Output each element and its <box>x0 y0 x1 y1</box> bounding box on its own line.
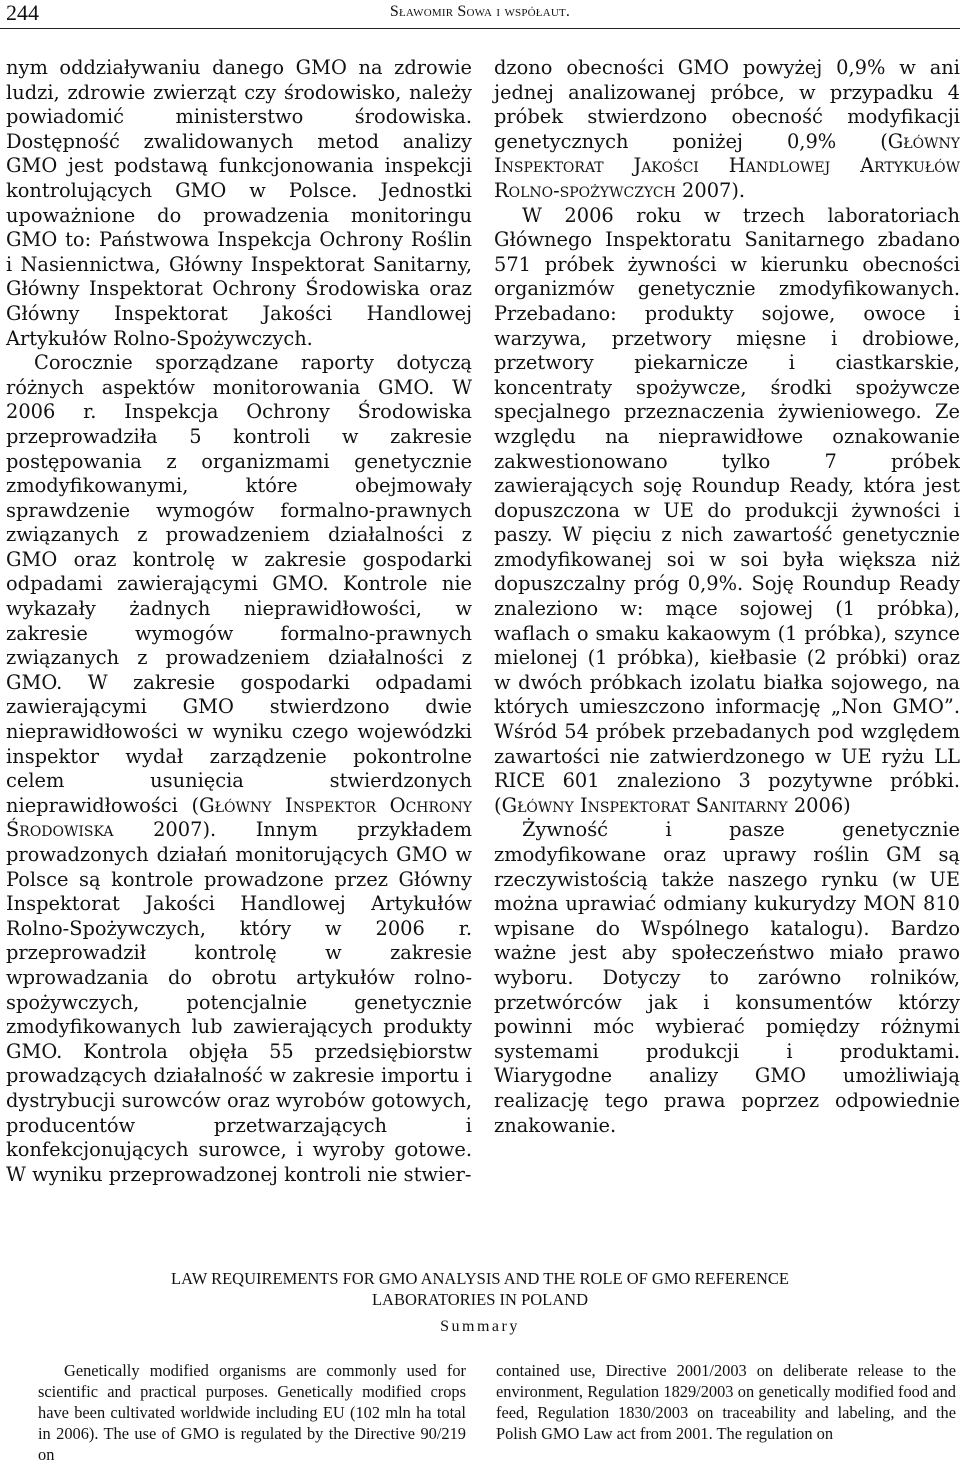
summary-heading: Summary <box>440 1318 520 1335</box>
left-paragraph-2-text-a: Corocznie sporządzane raporty dotyczą różnych aspektów monitorowania GMO. W 2006 r. Inspekcja Ochrony Środowiska przeprowadziła 5 kontroli w zakresie postępowania z organizmami genetycznie zmodyfikowanymi, które obejmowały sprawdzenie wymogów formalno-prawnych związanych z prowadzeniem działalności z GMO oraz kontrolę w zakresie gospodarki odpadami zawierającymi GMO. Kontrole nie wykazały żadnych nieprawidłowości, w zakresie wymogów formalno-prawnych związanych z prowadzeniem działalności z GMO. W zakresie gospodarki odpadami zawierającymi GMO stwierdzono dwie nieprawidłowości w wyniku czego wojewódzki inspektor wydał zarządzenie pokontrolne celem usunięcia stwierdzonych nieprawidłowości ( <box>6 351 472 817</box>
right-paragraph-3: Żywność i pasze genetycznie zmodyfikowane oraz uprawy roślin GM są rzeczywistością także naszego rynku (w UE można uprawiać odmiany kukurydzy MON 810 wpisane do Wspólnego katalogu). Bardzo ważne jest aby społeczeństwo miało prawo wyboru. Dotyczy to zarówno rolników, przetwórców jak i konsumentów którzy powinni móc wybierać pomiędzy różnymi systemami produkcji i produktami. Wiarygodne analizy GMO umożliwiają realizację tego prawa poprzez odpowiednie znakowanie. <box>494 818 960 1137</box>
summary-title-line-1: LAW REQUIREMENTS FOR GMO ANALYSIS AND THE ROLE OF GMO REFERENCE <box>171 1269 789 1288</box>
citation-gis: Główny Inspektorat Sanitarny <box>501 793 788 817</box>
summary-right-text: contained use, Directive 2001/2003 on deliberate release to the environment, Regulation 1829/2003 on genetically modified food and feed, Regulation 1830/2003 on traceability and labeling, and the Polish GMO Law act from 2001. The regulation on <box>496 1361 956 1443</box>
left-paragraph-2-text-b: 2007). Innym przykładem prowadzonych działań monitorujących GMO w Polsce są kontrole prowadzone przez Główny Inspektorat Jakości Handlowej Artykułów Rolno-Spożywczych, który w 2006 r. przeprowadził kontrolę w zakresie wprowadzania do obrotu artykułów rolno-spożywczych, potencjalnie genetycznie zmodyfikowanych lub zawierających produkty GMO. Kontrola objęła 55 przedsiębiorstw prowadzących działalność w zakresie importu i dystrybucji surowców oraz wyrobów gotowych, producentów przetwarzających i konfekcjonujących surowce, i wyroby gotowe. W wyniku przeprowadzonej kontroli nie stwier- <box>6 818 472 1186</box>
right-paragraph-1 <box>494 56 960 204</box>
summary-right-column <box>496 1360 956 1444</box>
right-paragraph-2 <box>494 204 960 819</box>
citation-gios: Główny Inspektor Ochrony Środowiska <box>6 793 473 842</box>
summary-title <box>0 1268 960 1310</box>
right-paragraph-1-text-b: 2007). <box>675 178 746 202</box>
running-title: Sławomir Sowa i współaut. <box>389 3 571 20</box>
summary-left-text: Genetically modified organisms are commonly used for scientific and practical purposes. Genetically modified crops have been cultivated worldwide including EU (102 mln ha total in 2006). The use of GMO is regulated by the Directive 90/219 on <box>38 1361 466 1464</box>
right-paragraph-2-text-b: 2006) <box>787 793 851 817</box>
right-column <box>494 56 960 1138</box>
summary-title-line-2: LABORATORIES IN POLAND <box>371 1290 589 1309</box>
left-paragraph-1: nym oddziaływaniu danego GMO na zdrowie ludzi, zdrowie zwierząt czy środowisko, należy powiadomić ministerstwo środowiska. Dostępność zwalidowanych metod analizy GMO jest podstawą funkcjonowania inspekcji kontrolujących GMO w Polsce. Jednostki upoważnione do prowadzenia monitoringu GMO to: Państwowa Inspekcja Ochrony Roślin i Nasiennictwa, Główny Inspektorat Sanitarny, Główny Inspektorat Ochrony Środowiska oraz Główny Inspektorat Jakości Handlowej Artykułów Rolno-Spożywczych. <box>6 56 472 350</box>
left-paragraph-2 <box>6 351 472 1187</box>
citation-gijhars: Główny Inspektorat Jakości Handlowej Artykułów Rolno-spożywczych <box>494 129 960 202</box>
summary-left-column <box>38 1360 466 1465</box>
page-header <box>0 0 960 29</box>
page-number: 244 <box>6 0 39 25</box>
right-paragraph-2-text-a: W 2006 roku w trzech laboratoriach Głównego Inspektoratu Sanitarnego zbadano 571 próbek żywności w kierunku obecności organizmów genetycznie zmodyfikowanych. Przebadano: produkty sojowe, owoce i warzywa, przetwory mięsne i drobiowe, przetwory piekarnicze i ciastkarskie, koncentraty spożywcze, środki spożywcze specjalnego przeznaczenia żywieniowego. Ze względu na nieprawidłowe oznakowanie zakwestionowano tylko 7 próbek zawierających soję Roundup Ready, która jest dopuszczona w UE do produkcji żywności i paszy. W pięciu z nich zawartość genetycznie zmodyfikowanej soi w soi była większa niż dopuszczalny próg 0,9%. Soję Roundup Ready znaleziono w: mące sojowej (1 próbka), waflach o smaku kakaowym (1 próbka), szynce mielonej (1 próbka), kiełbasie (2 próbki) oraz w dwóch próbkach izolatu białka sojowego, na których umieszczono informację „Non GMO”. Wśród 54 próbek przebadanych pod względem zawartości nie zatwierdzonego w UE ryżu LL RICE 601 znaleziono 3 pozytywne próbki. ( <box>494 203 960 817</box>
left-column <box>6 56 472 1187</box>
right-paragraph-1-text-a: dzono obecności GMO powyżej 0,9% w ani jednej analizowanej próbce, w przypadku 4 próbek stwierdzono obecność modyfikacji genetycznych poniżej 0,9% ( <box>494 56 960 153</box>
